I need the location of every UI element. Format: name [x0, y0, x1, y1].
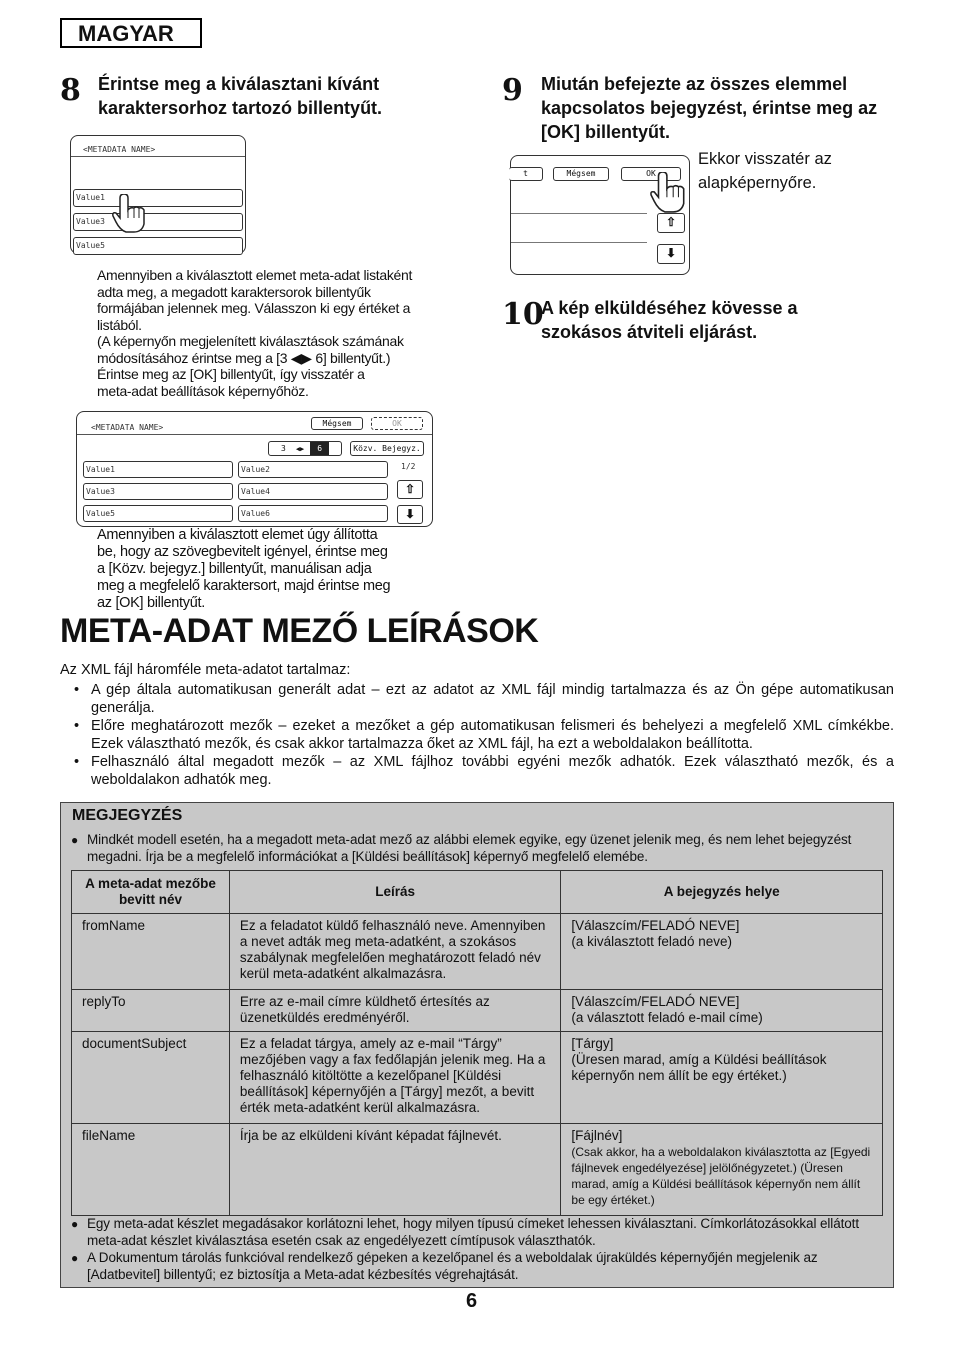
- value5-button-2[interactable]: Value5: [83, 505, 233, 522]
- scroll-up-icon-2[interactable]: ⇧: [657, 213, 685, 233]
- value1-button-2[interactable]: Value1: [83, 461, 233, 478]
- field-name: fromName: [72, 914, 230, 990]
- value3-button-2[interactable]: Value3: [83, 483, 233, 500]
- field-location: [Tárgy] (Üresen marad, amíg a Küldési beállítások képernyőn nem állít be egy értéket.): [561, 1032, 883, 1124]
- step-10-title: A kép elküldéséhez kövesse a szokásos átviteli eljárást.: [541, 298, 798, 342]
- step-10-number: 10: [502, 297, 544, 332]
- table-row: [72, 1032, 883, 1124]
- field-name: replyTo: [72, 990, 230, 1032]
- step-9-text: Ekkor visszatér az alapképernyőre.: [698, 150, 832, 192]
- field-location: [Fájlnév] (Csak akkor, ha a weboldalakon kiválasztotta az [Egyedi fájlnevek engedélyezése] jelölőnégyzetet.) (Üresen marad, amíg a Küldési beállítások képernyőn nem állít be egy értéket.): [561, 1124, 883, 1216]
- table-header: A meta-adat mezőbe bevitt név: [72, 871, 230, 914]
- left-right-arrows-icon: ◀▶: [295, 445, 305, 453]
- cancel-button-2[interactable]: Mégsem: [553, 167, 609, 181]
- step-8-paragraph-2: Amennyiben a kiválasztott elemet úgy állította be, hogy az szövegbevitelt igényel, érintse meg a [Közv. bejegyz.] billentyűt, manuálisan adja meg a megfelelő karaktersort, majd érintse meg az [OK] billentyűt.: [97, 527, 391, 611]
- list-item: • Előre meghatározott mezők – ezeket a mezőket a gép automatikusan felismeri és behelyezi a megfelelő XML címkékbe. Ezek választható mezők, és csak akkor tartalmazza őket az XML fájl, ha ezt a weboldalakon beállította.: [60, 717, 894, 753]
- ok-button[interactable]: OK: [371, 417, 423, 430]
- field-description: Erre az e-mail címre küldhető értesítés az üzenetküldés eredményéről.: [229, 990, 560, 1032]
- list-item: • Felhasználó által megadott mezők – az XML fájlhoz további egyéni mezők adhatók. Ezek választható mezők, és a weboldalakon adhatók meg.: [60, 753, 894, 789]
- metadata-name-label-2: <METADATA NAME>: [91, 423, 164, 432]
- value6-button[interactable]: Value6: [238, 505, 388, 522]
- cancel-button[interactable]: Mégsem: [311, 417, 363, 430]
- metadata-select-screen-small: [70, 135, 246, 254]
- metadata-types-list: [60, 681, 894, 789]
- page-number: 6: [466, 1290, 478, 1312]
- ok-button-2[interactable]: OK: [621, 167, 681, 181]
- value3-button[interactable]: Value3: [73, 213, 243, 231]
- field-description: Írja be az elküldeni kívánt képadat fájlnevét.: [229, 1124, 560, 1216]
- metadata-select-screen-large: [76, 411, 433, 527]
- language-label: MAGYAR: [60, 18, 202, 48]
- display-count-toggle[interactable]: 3 ◀▶ 6: [268, 441, 342, 456]
- step-9-number: 9: [502, 73, 523, 108]
- value1-button[interactable]: Value1: [73, 189, 243, 207]
- field-description: Ez a feladatot küldő felhasználó neve. Amennyiben a nevet adták meg meta-adatként, a szokásos szabálynak megfelelően meghatározott feladó név kerül meta-adatként alkalmazásra.: [229, 914, 560, 990]
- metadata-fields-table: [71, 870, 883, 1216]
- section-title: META-ADAT MEZŐ LEÍRÁSOK: [60, 612, 539, 650]
- step-9-title: Miután befejezte az összes elemmel kapcsolatos bejegyzést, érintse meg az [OK] billentyűt.: [541, 74, 878, 142]
- value2-button[interactable]: Value2: [238, 461, 388, 478]
- step-8-number: 8: [60, 73, 81, 108]
- table-header: Leírás: [229, 871, 560, 914]
- field-location: [Válaszcím/FELADÓ NEVE] (a választott feladó e-mail címe): [561, 990, 883, 1032]
- step-8-paragraph-1: Amennyiben a kiválasztott elemet meta-adat listaként adta meg, a megadott karaktersorok billentyűk formájában jelennek meg. Válasszon ki egy értéket a listából. (A képernyőn megjelenített kiválasztások számának módosításához érintse meg a [3 ◀▶ 6] billentyűt.) Érintse meg az [OK] billentyűt, így visszatér a meta-adat beállítások képernyőhöz.: [97, 267, 413, 399]
- field-name: fileName: [72, 1124, 230, 1216]
- note-paragraph-2: ● Egy meta-adat készlet megadásakor korlátozni lehet, hogy milyen típusú címeket lehessen kiválasztani. Címkorlátozásokkal ellátott meta-adat készlet kiválasztása esetén csak az engedélyezett címtípusok választhatók.: [71, 1216, 859, 1248]
- note-box: [60, 802, 894, 1288]
- step-8-title: Érintse meg a kiválasztani kívánt karaktersorhoz tartozó billentyűt.: [98, 74, 383, 118]
- field-description: Ez a feladat tárgya, amely az e-mail “Tárgy” mezőjében vagy a fax fedőlapján jelenik meg. Ha a felhasználó kitöltötte a kezelőpanel [Küldési beállítások] képernyőjén a [Tárgy] mezőt, a bevitt érték meta-adatként kerül alkalmazásra.: [229, 1032, 560, 1124]
- table-header: A bejegyzés helye: [561, 871, 883, 914]
- page-indicator: 1/2: [401, 462, 416, 471]
- pointing-hand-icon-2: [650, 172, 688, 214]
- note-paragraph-3: ● A Dokumentum tárolás funkcióval rendelkező gépeken a kezelőpanel és a weboldalak újraküldés képernyőjén megjelenik az [Adatbevitel] billentyű; ez biztosítja a Meta-adat kézbesítés végrehajtását.: [71, 1250, 818, 1282]
- table-row: [72, 914, 883, 990]
- section-intro: Az XML fájl háromféle meta-adatot tartalmaz:: [60, 662, 351, 678]
- scroll-up-icon[interactable]: ⇧: [397, 480, 423, 499]
- list-item: • A gép általa automatikusan generált adat – ezt az adatot az XML fájl mindig tartalmazza és az Ön gépe automatikusan generálja.: [60, 681, 894, 717]
- pointing-hand-icon: [112, 194, 148, 234]
- table-row: [72, 1124, 883, 1216]
- note-paragraph-1: ● Mindkét modell esetén, ha a megadott meta-adat mező az alábbi elemek egyike, egy üzenet jelenik meg, és nem lehet bejegyzést megadni. Írja be a megfelelő információkat a [Küldési beállítások] képernyő megfelelő elemébe.: [71, 832, 852, 864]
- value4-button[interactable]: Value4: [238, 483, 388, 500]
- value5-button[interactable]: Value5: [73, 237, 243, 255]
- scroll-down-icon-2[interactable]: ⬇: [657, 244, 685, 264]
- partial-button[interactable]: t: [509, 167, 543, 181]
- field-name: documentSubject: [72, 1032, 230, 1124]
- note-heading: MEGJEGYZÉS: [72, 807, 183, 824]
- metadata-name-label: <METADATA NAME>: [83, 145, 156, 154]
- direct-entry-button[interactable]: Közv. Bejegyz.: [350, 441, 424, 456]
- field-location: [Válaszcím/FELADÓ NEVE] (a kiválasztott feladó neve): [561, 914, 883, 990]
- scroll-down-icon[interactable]: ⬇: [397, 505, 423, 524]
- table-row: [72, 990, 883, 1032]
- table-header-row: [72, 871, 883, 914]
